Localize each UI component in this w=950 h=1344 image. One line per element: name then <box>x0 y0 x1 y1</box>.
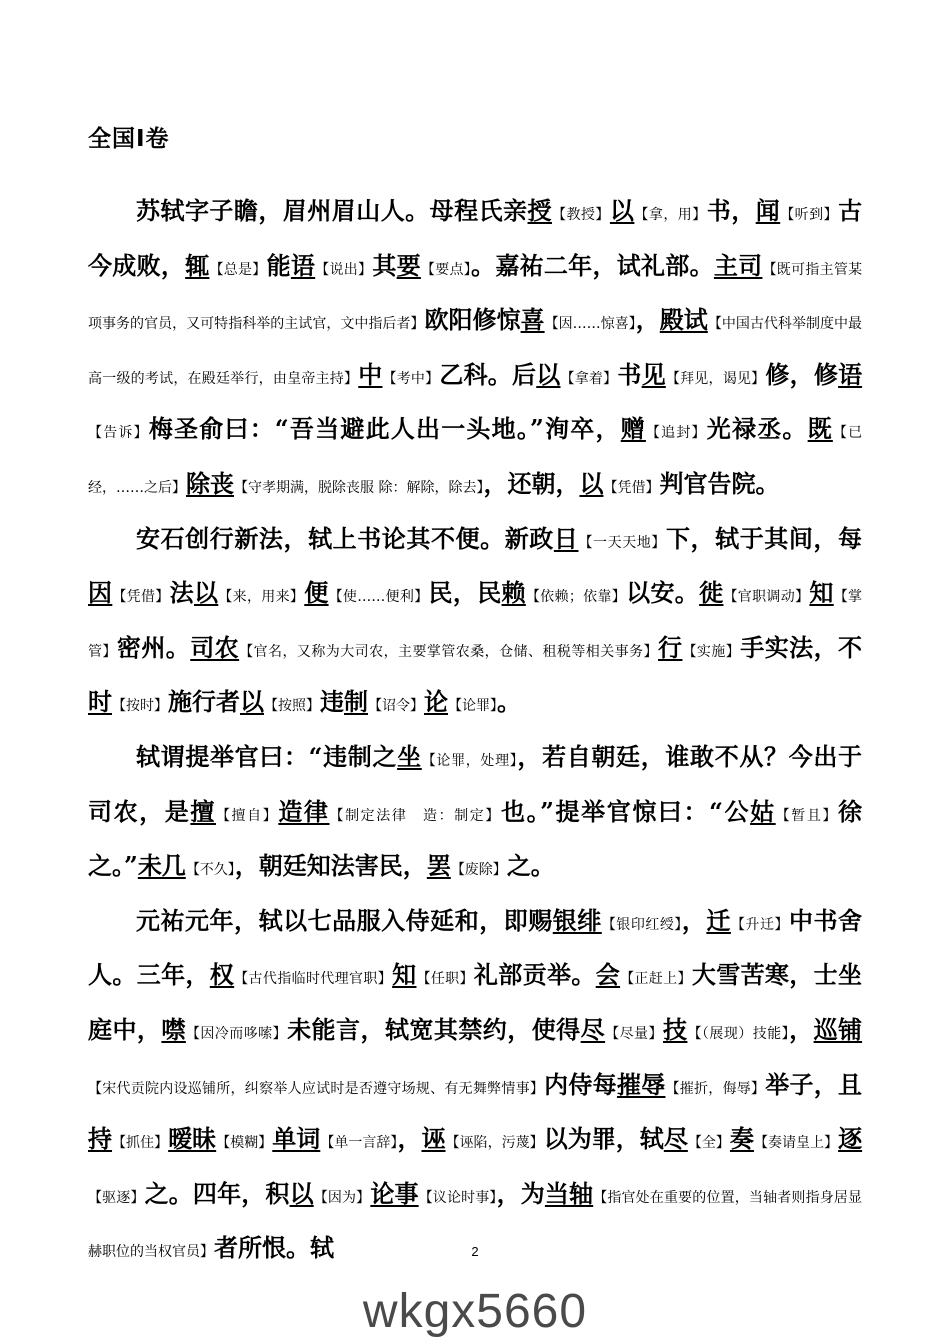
annotation-note: 【单一言辞】 <box>320 1135 398 1152</box>
annotation-note: 【听到】 <box>780 207 839 223</box>
underlined-keyword: 噤 <box>161 1014 186 1044</box>
annotation-note: 【升迁】 <box>730 916 789 933</box>
underlined-keyword: 论 <box>424 687 448 717</box>
annotation-note: 【制定法律 造：制定】 <box>329 807 501 824</box>
underlined-keyword: 辄 <box>185 250 210 280</box>
annotation-note: 【已经，……之后】 <box>88 425 863 496</box>
underlined-keyword: 制 <box>344 687 368 717</box>
annotation-note: 【模糊】 <box>216 1135 273 1152</box>
paragraph <box>88 186 862 514</box>
annotation-note: 【按照】 <box>264 698 320 715</box>
annotation-note: 【官职调动】 <box>723 589 810 606</box>
article-body <box>88 186 862 1278</box>
underlined-keyword: 奏 <box>729 1124 754 1154</box>
text-run: ， <box>635 305 660 335</box>
annotation-note: 【指官处在重要的位置，当轴者则指身居显赫职位的当权官员】 <box>88 1189 863 1261</box>
annotation-note: 【拿，用】 <box>634 207 707 223</box>
underlined-keyword: 行 <box>658 632 683 662</box>
annotation-note: 【总是】 <box>209 261 267 278</box>
underlined-keyword: 未几 <box>137 851 186 881</box>
text-run: 轼谓提举官曰：“违制之 <box>136 741 398 771</box>
text-run: 安石创行新法，轼上书论其不便。新政 <box>136 523 554 553</box>
text-run: ， <box>397 1124 422 1154</box>
underlined-keyword: 时 <box>88 687 112 717</box>
annotation-note: 【使……便利】 <box>328 589 429 606</box>
underlined-keyword: 论事 <box>370 1178 419 1208</box>
underlined-keyword: 语 <box>290 250 316 280</box>
underlined-keyword: 罢 <box>426 851 451 881</box>
annotation-note: 【来，用来】 <box>218 589 305 606</box>
annotation-note: 【拜见，谒见】 <box>665 370 766 387</box>
annotation-note: 【银印红绶】 <box>601 916 682 933</box>
underlined-keyword: 以 <box>240 687 264 717</box>
text-run: 梅圣俞曰：“吾当避此人出一头地。”洵卒， <box>148 414 621 444</box>
text-run: 能 <box>266 250 291 280</box>
page-title: 全国Ⅰ卷 <box>88 126 170 152</box>
annotation-note: 【告诉】 <box>88 425 149 442</box>
annotation-note: 【凭借】 <box>112 589 170 606</box>
text-run: 之。四年，积 <box>144 1178 290 1208</box>
underlined-keyword: 坐 <box>397 741 422 771</box>
annotation-note: 【古代指临时代理官职】 <box>234 971 393 988</box>
underlined-keyword: 喜 <box>520 305 545 335</box>
text-run: 古今成败， <box>88 196 863 280</box>
text-run: 违 <box>320 687 344 717</box>
underlined-keyword: 授 <box>527 196 553 225</box>
underlined-keyword: 除丧 <box>186 468 234 498</box>
annotation-note: 【因……惊喜】 <box>544 316 636 333</box>
annotation-note: 【因冷而哆嗦】 <box>185 1025 288 1042</box>
text-run: 判官告院。 <box>659 468 780 498</box>
annotation-note: 【（展现）技能】 <box>687 1025 790 1042</box>
underlined-keyword: 擅 <box>190 796 216 826</box>
text-run: 也。”提举官惊曰：“公 <box>500 796 751 826</box>
underlined-keyword: 技 <box>662 1014 688 1044</box>
annotation-note: 【考中】 <box>382 370 440 387</box>
underlined-keyword: 造律 <box>278 796 330 826</box>
underlined-keyword: 便 <box>304 578 329 608</box>
text-run: 法 <box>169 578 194 608</box>
watermark-text: wkgx5660 <box>362 1285 588 1338</box>
annotation-note: 【废除】 <box>450 862 507 879</box>
underlined-keyword: 以 <box>193 578 219 608</box>
underlined-keyword: 以 <box>579 468 604 498</box>
annotation-note: 【教授】 <box>552 207 610 223</box>
underlined-keyword: 徙 <box>699 578 724 608</box>
underlined-keyword: 逐 <box>838 1124 863 1154</box>
text-run: ，还朝， <box>483 468 580 498</box>
underlined-keyword: 以 <box>609 196 635 225</box>
annotation-note: 【宋代贡院内设巡铺所，纠察举人应试时是否遵守场规、有无舞弊情事】 <box>88 1080 545 1097</box>
annotation-note: 【掌管】 <box>88 589 863 660</box>
text-run: 大雪苦寒，士坐庭中， <box>88 960 863 1044</box>
text-run: 礼部贡举。 <box>473 960 596 990</box>
annotation-note: 【按时】 <box>112 698 168 715</box>
underlined-keyword: 殿试 <box>659 305 708 335</box>
underlined-keyword: 摧辱 <box>616 1069 666 1099</box>
underlined-keyword: 赠 <box>620 414 646 444</box>
annotation-note: 【诬陷，污蔑】 <box>445 1135 544 1152</box>
text-run: 其 <box>372 250 397 280</box>
underlined-keyword: 会 <box>595 960 621 990</box>
annotation-note: 【全】 <box>687 1135 730 1152</box>
underlined-keyword: 既 <box>807 414 833 444</box>
underlined-keyword: 单词 <box>272 1124 321 1154</box>
annotation-note: 【正赶上】 <box>620 971 692 988</box>
annotation-note: 【暂且】 <box>775 807 839 824</box>
text-run: 书， <box>706 196 756 225</box>
text-run: 欧阳修惊 <box>424 305 521 335</box>
underlined-keyword: 中 <box>358 359 383 389</box>
annotation-note: 【拿着】 <box>560 370 618 387</box>
underlined-keyword: 以 <box>289 1178 314 1208</box>
annotation-note: 【论罪，处理】 <box>421 752 518 769</box>
page-number: 2 <box>471 1244 479 1259</box>
annotation-note: 【要点】 <box>420 261 472 278</box>
text-run: 徐之。” <box>88 796 863 881</box>
annotation-note: 【官名，又称为大司农，主要掌管农桑，仓储、租税等相关事务】 <box>239 643 659 660</box>
text-run: 以为罪，轼 <box>543 1124 664 1154</box>
underlined-keyword: 司农 <box>190 632 240 662</box>
text-run: 未能言，轼宽其禁约，使得 <box>287 1014 581 1044</box>
annotation-note: 【论罪】 <box>448 698 497 715</box>
text-run: 以安。 <box>626 578 700 608</box>
text-run: 修，修 <box>765 359 839 389</box>
underlined-keyword: 闻 <box>755 196 781 225</box>
text-run: ， <box>789 1014 814 1044</box>
text-run: 举子，且 <box>765 1069 863 1099</box>
underlined-keyword: 姑 <box>750 796 776 826</box>
text-run: 光禄丞。 <box>706 414 808 444</box>
underlined-keyword: 诬 <box>421 1124 446 1154</box>
paragraph <box>88 896 862 1278</box>
annotation-note: 【因为】 <box>313 1189 371 1206</box>
text-run: 施行者 <box>168 687 240 717</box>
text-run: 者所恨。轼 <box>214 1233 334 1263</box>
text-run: ，若自朝廷，谁敢不从？今出于司农，是 <box>88 741 863 826</box>
annotation-note: 【实施】 <box>682 643 741 660</box>
annotation-note: 【中国古代科举制度中最高一级的考试，在殿廷举行，由皇帝主持】 <box>88 316 863 387</box>
text-run: ， <box>681 905 707 935</box>
underlined-keyword: 持 <box>88 1124 113 1154</box>
underlined-keyword: 因 <box>88 578 113 608</box>
annotation-note: 【说出】 <box>315 261 373 278</box>
underlined-keyword: 要 <box>396 250 421 280</box>
text-run: 书 <box>617 359 642 389</box>
annotation-note: 【议论时事】 <box>418 1189 497 1206</box>
annotation-note: 【守孝期满，脱除丧服 除：解除，除去】 <box>234 479 484 496</box>
annotation-note: 【抓住】 <box>112 1135 169 1152</box>
underlined-keyword: 主司 <box>713 250 763 280</box>
annotation-note: 【擅自】 <box>215 807 279 824</box>
text-run: 元祐元年，轼以七品服入侍延和，即赐 <box>136 905 553 935</box>
text-run: 手实法，不 <box>740 632 863 662</box>
annotation-note: 【奏请皇上】 <box>753 1135 839 1152</box>
text-run: 乙科。后 <box>439 359 537 389</box>
underlined-keyword: 日 <box>553 523 579 553</box>
annotation-note: 【尽量】 <box>605 1025 663 1042</box>
text-run: 密州。 <box>116 632 191 662</box>
annotation-note: 【摧折，侮辱】 <box>665 1080 766 1097</box>
paragraph <box>88 732 862 896</box>
text-run: ，为 <box>496 1178 545 1208</box>
underlined-keyword: 知 <box>809 578 834 608</box>
text-run: 民，民 <box>428 578 502 608</box>
underlined-keyword: 银绯 <box>552 905 602 935</box>
text-run: 之。 <box>506 851 555 881</box>
annotation-note: 【任职】 <box>416 971 474 988</box>
text-run: 。嘉祐二年，试礼部。 <box>471 250 714 280</box>
underlined-keyword: 见 <box>641 359 666 389</box>
underlined-keyword: 赖 <box>501 578 526 608</box>
underlined-keyword: 当轴 <box>544 1178 594 1208</box>
annotation-note: 【既可指主管某项事务的官员，又可特指科举的主试官，文中指后者】 <box>88 261 863 333</box>
annotation-note: 【一天天地】 <box>578 534 666 551</box>
underlined-keyword: 知 <box>392 960 417 990</box>
text-run: 苏轼字子瞻，眉州眉山人。母程氏亲 <box>136 196 528 225</box>
paragraph <box>88 514 862 732</box>
underlined-keyword: 语 <box>838 359 863 389</box>
annotation-note: 【驱逐】 <box>88 1189 145 1206</box>
underlined-keyword: 迁 <box>706 905 731 935</box>
annotation-note: 【依赖；依靠】 <box>525 589 627 606</box>
text-run: 下，轼于其间，每 <box>665 523 863 553</box>
underlined-keyword: 权 <box>209 960 235 990</box>
underlined-keyword: 巡铺 <box>813 1014 863 1044</box>
annotation-note: 【追封】 <box>645 425 707 442</box>
underlined-keyword: 尽 <box>580 1014 606 1044</box>
annotation-note: 【诏令】 <box>368 698 424 715</box>
text-run: 中书舍人。三年， <box>88 905 863 990</box>
annotation-note: 【不久】 <box>185 862 235 879</box>
underlined-keyword: 尽 <box>663 1124 688 1154</box>
text-run: 内侍每 <box>544 1069 617 1099</box>
text-run: 。 <box>497 687 521 717</box>
text-run: ，朝廷知法害民， <box>234 851 427 881</box>
underlined-keyword: 以 <box>536 359 561 389</box>
underlined-keyword: 暧昧 <box>168 1124 217 1154</box>
annotation-note: 【凭借】 <box>603 479 660 496</box>
